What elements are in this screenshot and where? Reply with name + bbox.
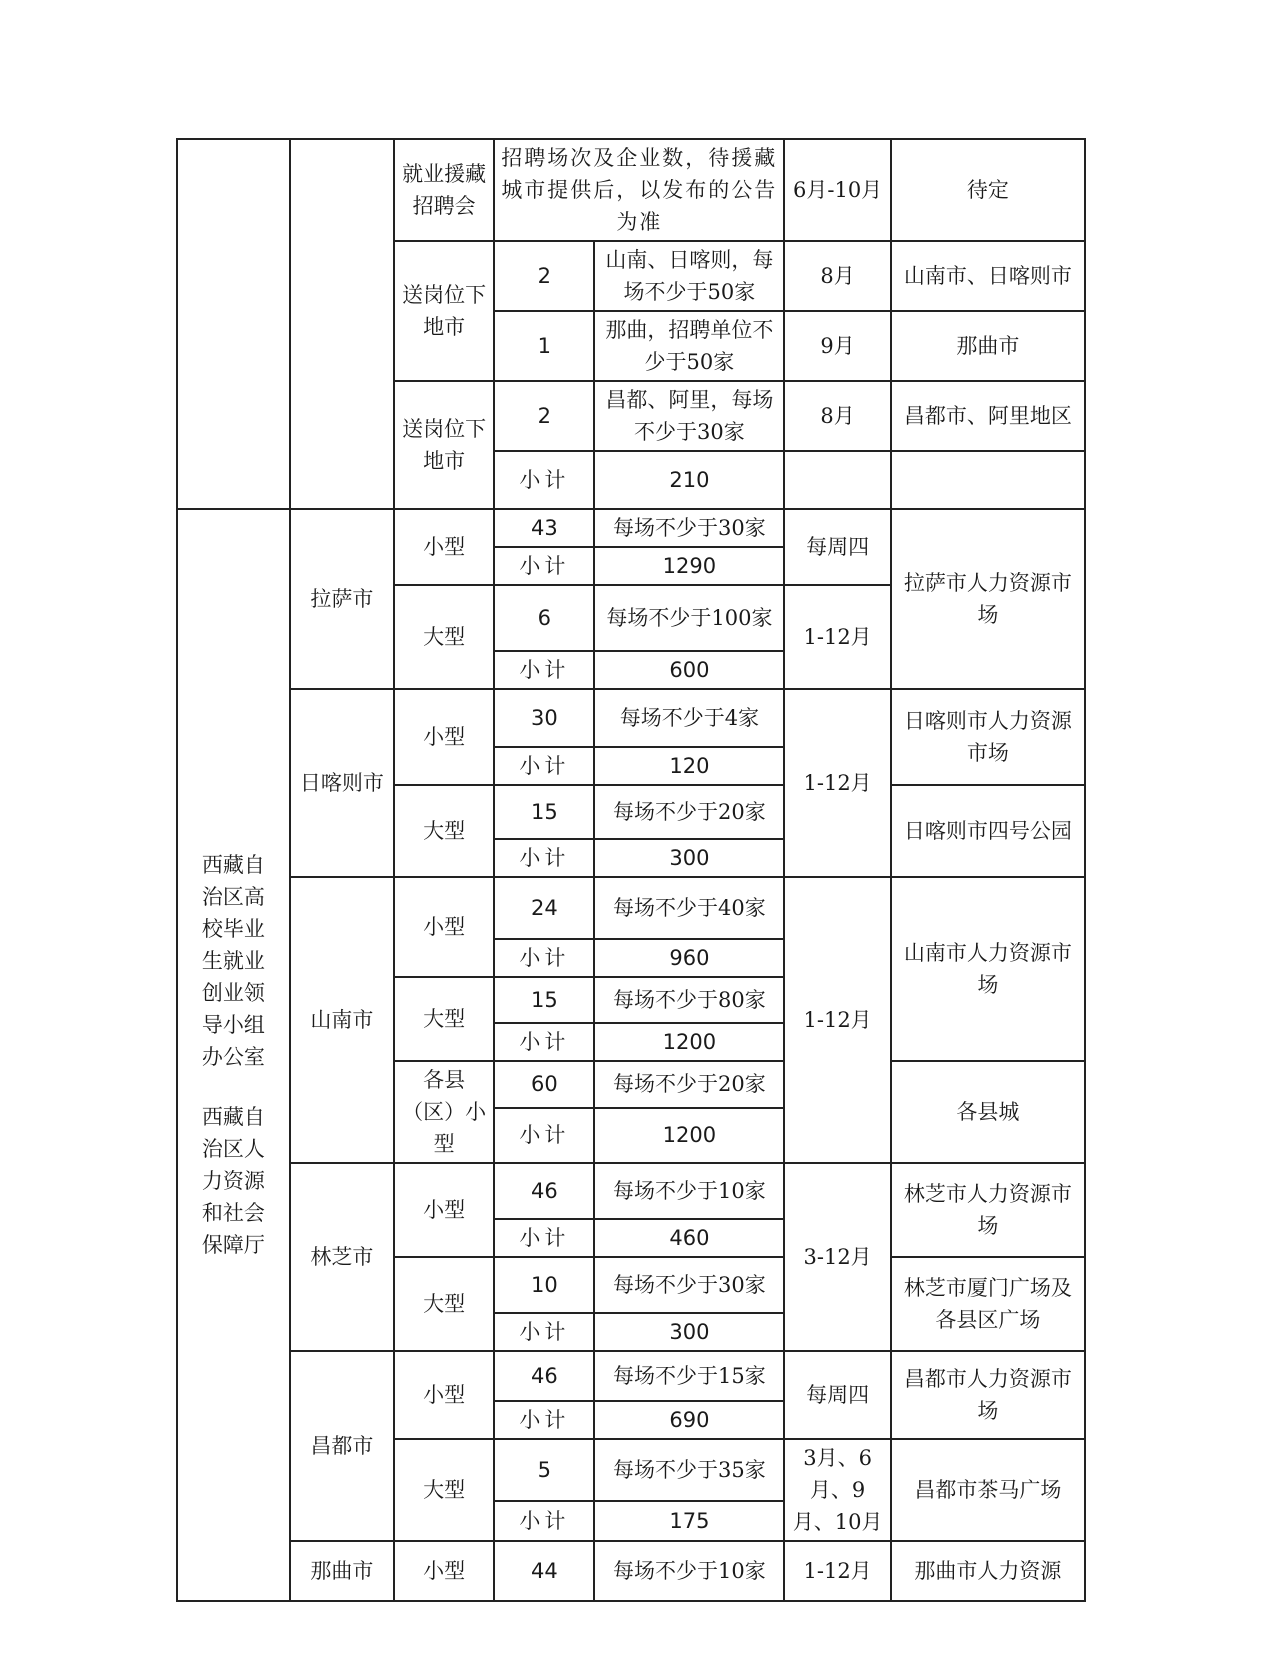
subtotal-label: 小计 (494, 747, 594, 785)
city-nyingchi: 林芝市 (290, 1163, 394, 1351)
organizer-line: 力资源 (201, 1169, 265, 1193)
time-cell: 每周四 (784, 1351, 890, 1439)
subtotal-value: 1200 (594, 1023, 784, 1061)
venue-cell: 山南市人力资源市场 (891, 877, 1085, 1061)
desc-cell: 每场不少于35家 (594, 1439, 784, 1501)
subtotal-value: 600 (594, 651, 784, 689)
organizer-line: 西藏自 (201, 1105, 265, 1129)
count-cell: 2 (494, 241, 594, 311)
desc-cell: 每场不少于30家 (594, 1257, 784, 1313)
subtotal-label: 小计 (494, 1108, 594, 1163)
subtotal-label: 小计 (494, 1023, 594, 1061)
count-cell: 10 (494, 1257, 594, 1313)
fair-type-cell: 大型 (394, 1439, 494, 1541)
city-cell-empty (290, 139, 394, 509)
city-lhasa: 拉萨市 (290, 509, 394, 689)
table-row (177, 139, 1085, 241)
time-cell: 8月 (784, 241, 890, 311)
subtotal-value: 460 (594, 1219, 784, 1257)
organizer-cell-empty (177, 139, 290, 509)
desc-cell: 每场不少于80家 (594, 977, 784, 1023)
fair-type-cell: 送岗位下地市 (394, 241, 494, 381)
time-cell: 1-12月 (784, 689, 890, 877)
venue-cell: 日喀则市四号公园 (891, 785, 1085, 877)
subtotal-label: 小计 (494, 451, 594, 509)
organizer-line: 创业领 (201, 981, 265, 1005)
desc-cell: 每场不少于20家 (594, 785, 784, 839)
time-cell: 1-12月 (784, 877, 890, 1163)
venue-cell: 昌都市、阿里地区 (891, 381, 1085, 451)
organizer-line: 办公室 (201, 1045, 265, 1069)
venue-cell: 昌都市茶马广场 (891, 1439, 1085, 1541)
desc-cell: 每场不少于10家 (594, 1163, 784, 1219)
desc-cell: 每场不少于15家 (594, 1351, 784, 1401)
venue-cell: 日喀则市人力资源市场 (891, 689, 1085, 785)
fair-type-cell: 小型 (394, 877, 494, 977)
subtotal-label: 小计 (494, 1401, 594, 1439)
organizer-line: 治区人 (201, 1137, 265, 1161)
desc-cell: 每场不少于4家 (594, 689, 784, 747)
fair-type-cell: 小型 (394, 1541, 494, 1601)
subtotal-value: 120 (594, 747, 784, 785)
venue-cell: 那曲市人力资源 (891, 1541, 1085, 1601)
venue-cell: 林芝市人力资源市场 (891, 1163, 1085, 1257)
count-cell: 6 (494, 585, 594, 651)
city-nagqu: 那曲市 (290, 1541, 394, 1601)
time-cell: 1-12月 (784, 1541, 890, 1601)
subtotal-label: 小计 (494, 1501, 594, 1541)
organizer-line: 校毕业 (201, 917, 265, 941)
fair-type-cell: 大型 (394, 1257, 494, 1351)
count-cell: 60 (494, 1061, 594, 1108)
fair-note-cell: 招聘场次及企业数，待援藏城市提供后，以发布的公告为准 (494, 139, 784, 241)
organizer-line: 导小组 (201, 1013, 265, 1037)
time-cell: 9月 (784, 311, 890, 381)
venue-cell-empty (891, 451, 1085, 509)
venue-cell: 待定 (891, 139, 1085, 241)
fair-type-cell: 小型 (394, 689, 494, 785)
organizer-line: 治区高 (201, 885, 265, 909)
table-row (177, 1541, 1085, 1601)
count-cell: 5 (494, 1439, 594, 1501)
organizer-line: 西藏自 (201, 853, 265, 877)
count-cell: 46 (494, 1163, 594, 1219)
city-shannan: 山南市 (290, 877, 394, 1163)
subtotal-label: 小计 (494, 547, 594, 585)
time-cell: 每周四 (784, 509, 890, 585)
venue-cell: 那曲市 (891, 311, 1085, 381)
table-row (177, 509, 1085, 547)
organizer-line: 和社会 (201, 1201, 265, 1225)
time-cell: 8月 (784, 381, 890, 451)
subtotal-value: 690 (594, 1401, 784, 1439)
fair-type-cell: 小型 (394, 1163, 494, 1257)
fair-type-cell: 小型 (394, 509, 494, 585)
venue-cell: 各县城 (891, 1061, 1085, 1163)
desc-cell: 每场不少于100家 (594, 585, 784, 651)
count-cell: 24 (494, 877, 594, 939)
count-cell: 15 (494, 785, 594, 839)
subtotal-value: 175 (594, 1501, 784, 1541)
table-row (177, 1351, 1085, 1401)
time-cell-empty (784, 451, 890, 509)
venue-cell: 林芝市厦门广场及各县区广场 (891, 1257, 1085, 1351)
subtotal-value: 1290 (594, 547, 784, 585)
venue-cell: 山南市、日喀则市 (891, 241, 1085, 311)
desc-cell: 山南、日喀则，每场不少于50家 (594, 241, 784, 311)
count-cell: 15 (494, 977, 594, 1023)
fair-type-cell: 大型 (394, 977, 494, 1061)
desc-cell: 每场不少于40家 (594, 877, 784, 939)
venue-cell: 昌都市人力资源市场 (891, 1351, 1085, 1439)
table-row (177, 877, 1085, 939)
fair-type-cell: 大型 (394, 785, 494, 877)
subtotal-value: 960 (594, 939, 784, 977)
table-row (177, 689, 1085, 747)
subtotal-label: 小计 (494, 1219, 594, 1257)
fair-type-cell: 大型 (394, 585, 494, 689)
venue-cell: 拉萨市人力资源市场 (891, 509, 1085, 689)
organizer-line: 保障厅 (201, 1233, 265, 1257)
fair-type-cell: 就业援藏招聘会 (394, 139, 494, 241)
subtotal-value: 300 (594, 839, 784, 877)
organizer-line: 生就业 (201, 949, 265, 973)
fair-type-cell: 送岗位下地市 (394, 381, 494, 509)
desc-cell: 每场不少于30家 (594, 509, 784, 547)
subtotal-label: 小计 (494, 839, 594, 877)
subtotal-label: 小计 (494, 1313, 594, 1351)
subtotal-label: 小计 (494, 939, 594, 977)
subtotal-value: 1200 (594, 1108, 784, 1163)
subtotal-value: 300 (594, 1313, 784, 1351)
count-cell: 1 (494, 311, 594, 381)
desc-cell: 每场不少于10家 (594, 1541, 784, 1601)
time-cell: 1-12月 (784, 585, 890, 689)
desc-cell: 那曲，招聘单位不少于50家 (594, 311, 784, 381)
fair-type-cell: 各县（区）小型 (394, 1061, 494, 1163)
city-shigatse: 日喀则市 (290, 689, 394, 877)
time-cell: 6月-10月 (784, 139, 890, 241)
count-cell: 43 (494, 509, 594, 547)
desc-cell: 昌都、阿里，每场不少于30家 (594, 381, 784, 451)
subtotal-label: 小计 (494, 651, 594, 689)
count-cell: 46 (494, 1351, 594, 1401)
city-qamdo: 昌都市 (290, 1351, 394, 1541)
organizer-cell (177, 509, 290, 1601)
job-fair-schedule-table (176, 138, 1086, 1602)
time-cell: 3-12月 (784, 1163, 890, 1351)
count-cell: 2 (494, 381, 594, 451)
fair-type-cell: 小型 (394, 1351, 494, 1439)
desc-cell: 每场不少于20家 (594, 1061, 784, 1108)
count-cell: 30 (494, 689, 594, 747)
count-cell: 44 (494, 1541, 594, 1601)
table-row (177, 1163, 1085, 1219)
subtotal-value: 210 (594, 451, 784, 509)
time-cell: 3月、6月、9月、10月 (784, 1439, 890, 1541)
